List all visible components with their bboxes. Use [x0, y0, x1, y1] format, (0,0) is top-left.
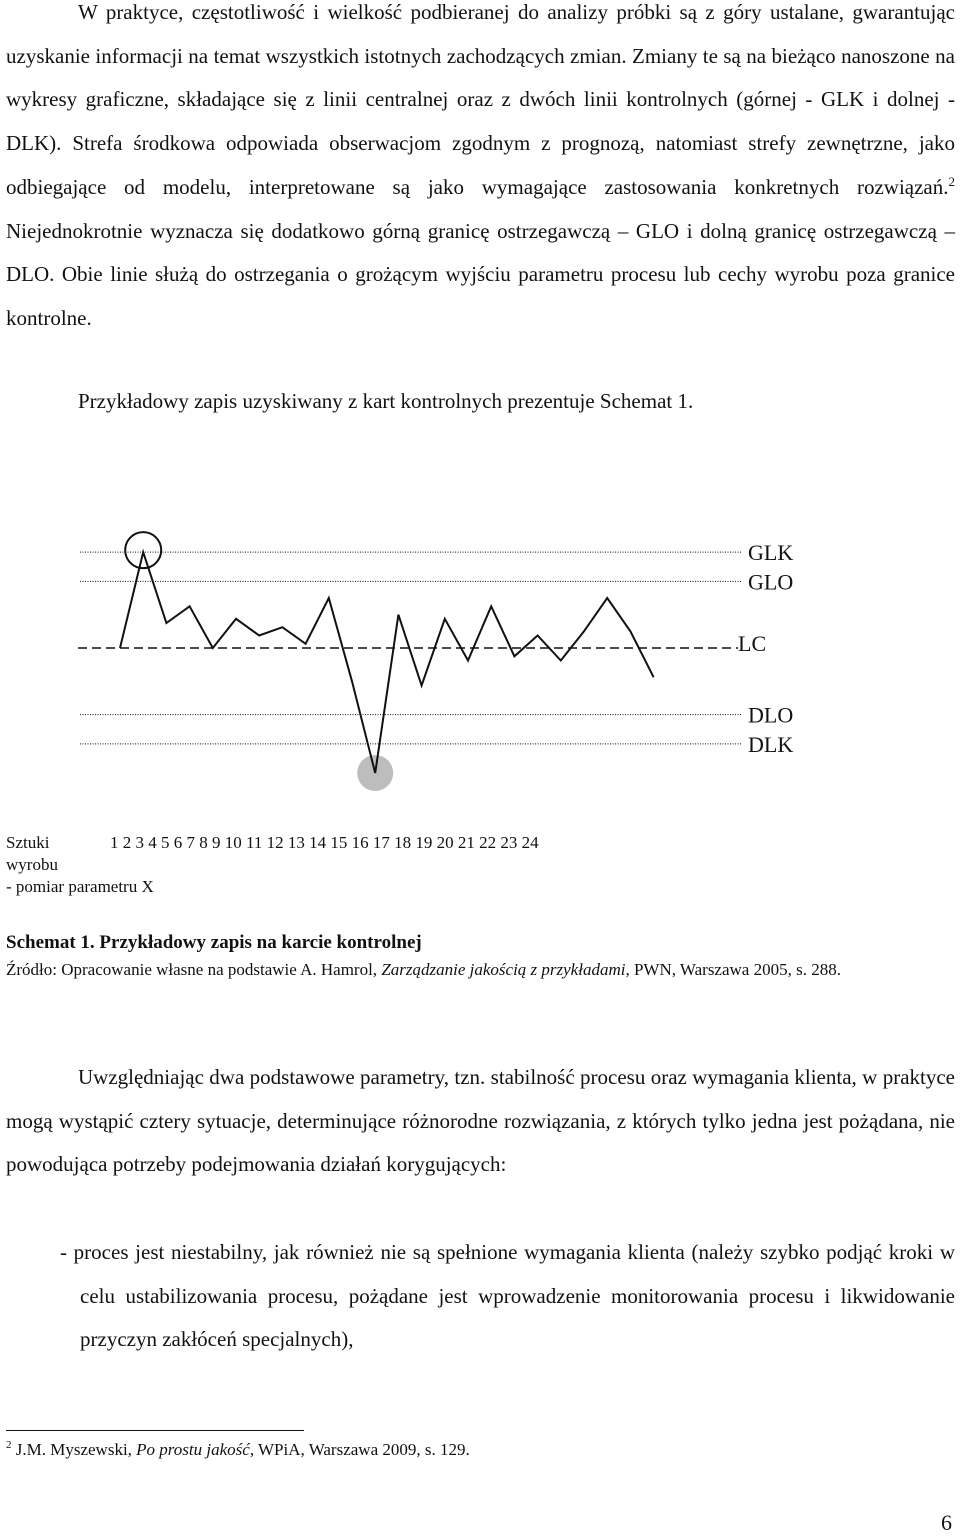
- control-line-labels: [738, 540, 793, 757]
- footnote: $^2$ J.M. Myszewski, Po prostu jakość, WPiA, Warszawa 2009, s. 129.: [6, 1439, 470, 1459]
- control-line-label-dlo: DLO: [748, 702, 794, 728]
- control-line-label-lc: LC: [738, 631, 767, 656]
- control-chart: [0, 500, 960, 800]
- figure-caption: Schemat 1. Przykładowy zapis na karcie kontrolnej: [6, 932, 422, 953]
- data-series-line: [120, 552, 654, 773]
- control-line-label-dlk: DLK: [748, 731, 794, 757]
- paragraph-schemat-ref: Przykładowy zapis uzyskiwany z kart kontrolnych prezentuje Schemat 1.: [78, 389, 694, 413]
- footnote-divider: [6, 1430, 304, 1431]
- paragraph-intro: W praktyce, częstotliwość i wielkość podbieranej do analizy próbki są z góry ustalane, gwarantując uzyskanie informacji na temat wszystkich istotnych zachodzących zmian. Zmiany te są na bieżąco nanoszone na wykresy graficzne, składające się z linii centralnej oraz z dwóch linii kontrolnych (górnej - GLK i dolnej - DLK). Strefa środkowa odpowiada obserwacjom zgodnym z prognozą, natomiast strefy zewnętrzne, jako odbiegające od modelu, interpretowane są jako wymagające zastosowania konkretnych rozwiązań.$^2$ Niejednokrotnie wyznacza się dodatkowo górną granicę ostrzegawczą – GLO i dolną granicę ostrzegawczą – DLO. Obie linie służą do ostrzegania o grożącym wyjściu parametru procesu lub cechy wyrobu poza granice kontrolne.: [6, 0, 955, 330]
- paragraph-situations: Uwzględniając dwa podstawowe parametry, tzn. stabilność procesu oraz wymagania klienta, w praktyce mogą wystąpić cztery sytuacje, determinujące różnorodne rozwiązania, z których tylko jedna jest pożądana, nie powodująca potrzeby podejmowania działań korygujących:: [6, 1065, 955, 1177]
- control-line-label-glo: GLO: [748, 569, 794, 595]
- page-number: 6: [941, 1510, 952, 1535]
- x-axis-label: Sztuki wyrobu - pomiar parametru X: [6, 833, 154, 896]
- figure-source: Źródło: Opracowanie własne na podstawie A. Hamrol, Zarządzanie jakością z przykładami, PWN, Warszawa 2005, s. 288.: [6, 960, 841, 979]
- footnote-ref[interactable]: 2: [948, 173, 955, 189]
- x-tick-labels: 1 2 3 4 5 6 7 8 9 10 11 12 13 14 15 16 17 18 19 20 21 22 23 24: [110, 833, 539, 852]
- control-line-label-glk: GLK: [748, 540, 794, 566]
- list-item: - proces jest niestabilny, jak również nie są spełnione wymagania klienta (należy szybko podjąć kroki w celu ustabilizowania procesu, pożądane jest wprowadzenie monitorowania procesu i likwidowanie przyczyn zakłóceń specjalnych),: [60, 1240, 955, 1352]
